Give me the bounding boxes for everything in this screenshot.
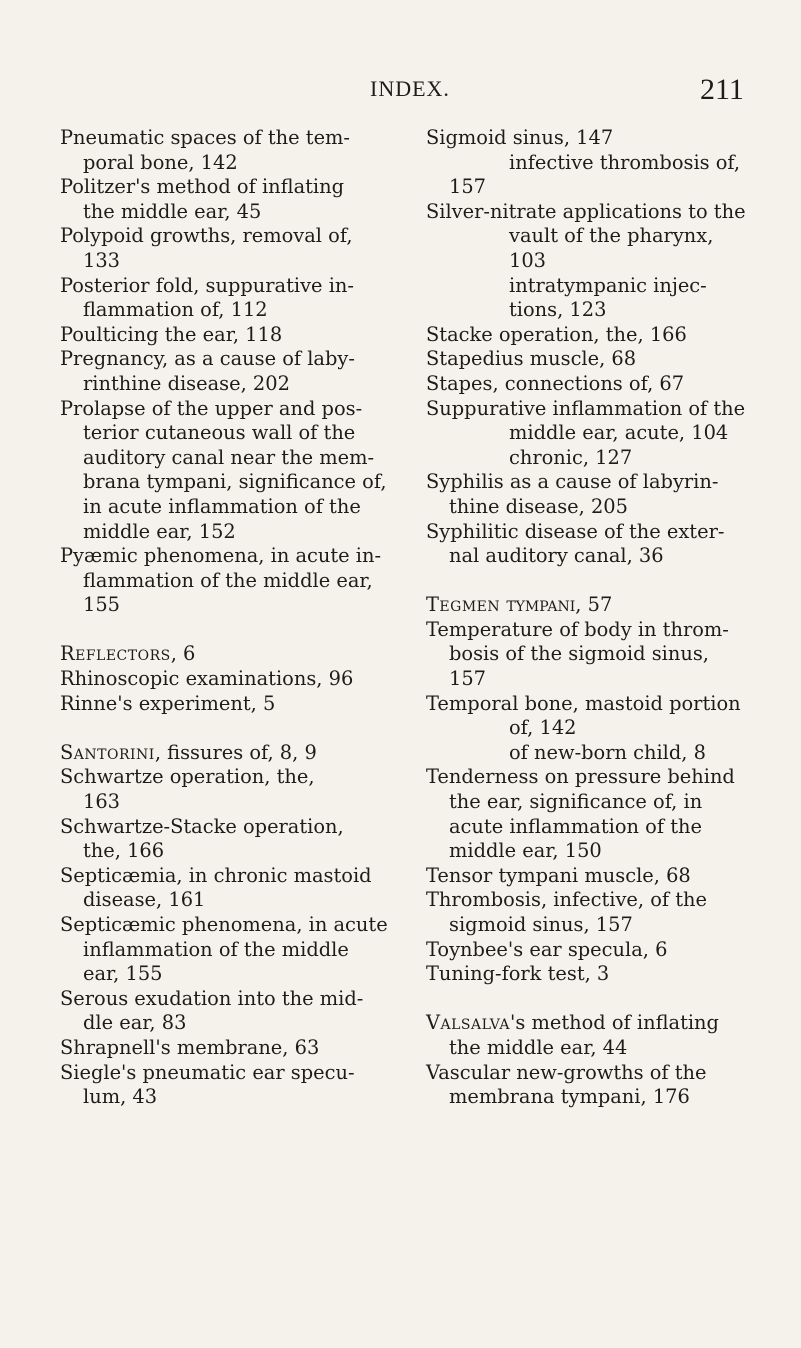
entry-line: the middle ear, 45: [83, 199, 262, 223]
entry-line: nal auditory canal, 36: [449, 544, 664, 568]
entry-line: flammation of, 112: [83, 298, 268, 322]
entry-line: poral bone, 142: [83, 150, 238, 174]
entry-line: the ear, significance of, in: [449, 790, 703, 814]
entry-headword: Santorini: [60, 740, 155, 764]
index-entry: [60, 642, 400, 667]
entry-line: acute inflammation of the: [449, 814, 702, 838]
index-entry: [60, 397, 400, 545]
index-entry: [426, 864, 758, 889]
entry-line: Shrapnell's membrane, 63: [60, 1035, 320, 1059]
entry-line: auditory canal near the mem-: [83, 445, 375, 469]
entry-line: 157: [449, 175, 487, 199]
entry-line: terior cutaneous wall of the: [83, 421, 356, 445]
entry-subline: vault of the pharynx,: [509, 224, 714, 248]
entry-line: 155: [83, 593, 121, 617]
index-entry: [426, 962, 758, 987]
entry-line: Tensor tympani muscle, 68: [426, 863, 691, 887]
page-number: 211: [700, 73, 744, 106]
entry-line: middle ear, 152: [83, 519, 236, 543]
index-entry: [426, 470, 758, 519]
entry-subline: chronic, 127: [509, 445, 633, 469]
entry-line: Politzer's method of inflating: [60, 175, 345, 199]
index-entry: [60, 347, 400, 396]
entry-line: Stapes, connections of, 67: [426, 371, 685, 395]
entry-subline: middle ear, acute, 104: [509, 421, 729, 445]
index-entry: [60, 224, 400, 273]
index-entry: [60, 913, 400, 987]
entry-line: Temperature of body in throm-: [426, 617, 729, 641]
entry-line: [426, 593, 758, 618]
index-entry: [426, 593, 758, 618]
entry-line: Schwartze-Stacke operation,: [60, 814, 344, 838]
entry-line: Tuning-fork test, 3: [426, 962, 610, 986]
entry-line: dle ear, 83: [83, 1011, 187, 1035]
entry-line: Rhinoscopic examinations, 96: [60, 667, 354, 691]
index-entry: [60, 1061, 400, 1110]
entry-line: lum, 43: [83, 1085, 158, 1109]
entry-line: Poulticing the ear, 118: [60, 322, 283, 346]
entry-line: Stacke operation, the, 166: [426, 322, 687, 346]
index-entry: [426, 397, 758, 471]
entry-line: 157: [449, 667, 487, 691]
running-head: INDEX.: [370, 76, 450, 101]
entry-line: Syphilis as a cause of labyrin-: [426, 470, 719, 494]
entry-line: Suppurative inflammation of the: [426, 396, 746, 420]
entry-line: Pyæmic phenomena, in acute in-: [60, 544, 382, 568]
index-entry: [60, 274, 400, 323]
entry-line: Thrombosis, infective, of the: [426, 888, 707, 912]
index-entry: [426, 372, 758, 397]
index-entry: [60, 765, 400, 814]
entry-line: brana tympani, significance of,: [83, 470, 387, 494]
entry-line: Pregnancy, as a cause of laby-: [60, 347, 355, 371]
index-entry: [426, 1011, 758, 1060]
entry-line: Temporal bone, mastoid portion: [426, 691, 741, 715]
entry-line: Siegle's pneumatic ear specu-: [60, 1060, 355, 1084]
index-entry: [60, 692, 400, 717]
entry-line: 163: [83, 790, 121, 814]
entry-line: Toynbee's ear specula, 6: [426, 937, 668, 961]
entry-line: Prolapse of the upper and pos-: [60, 396, 363, 420]
entry-line: bosis of the sigmoid sinus,: [449, 642, 709, 666]
entry-line: Syphilitic disease of the exter-: [426, 519, 725, 543]
right-column: [426, 126, 758, 1110]
entry-line: [426, 1011, 758, 1036]
entry-line: the, 166: [83, 839, 165, 863]
entry-line: 133: [83, 248, 121, 272]
entry-line: the middle ear, 44: [449, 1035, 628, 1059]
index-entry: [60, 126, 400, 175]
page-header: [0, 73, 801, 116]
entry-line: inflammation of the middle: [83, 937, 349, 961]
index-entry: [426, 1061, 758, 1110]
index-entry: [426, 347, 758, 372]
entry-line: Posterior fold, suppurative in-: [60, 273, 354, 297]
entry-subline: intratympanic injec-: [509, 273, 707, 297]
entry-headword: Reflectors: [60, 642, 171, 666]
entry-line: Schwartze operation, the,: [60, 765, 315, 789]
entry-line: Sigmoid sinus, 147: [426, 126, 614, 149]
entry-line: Septicæmia, in chronic mastoid: [60, 863, 372, 887]
entry-line: Serous exudation into the mid-: [60, 986, 364, 1010]
index-entry: [60, 987, 400, 1036]
entry-line: Septicæmic phenomena, in acute: [60, 913, 388, 936]
left-column: [60, 126, 400, 1110]
entry-subline: of new-born child, 8: [509, 740, 706, 764]
entry-line: in acute inflammation of the: [83, 494, 361, 518]
entry-line: Rinne's experiment, 5: [60, 691, 276, 715]
index-entry: [426, 323, 758, 348]
entry-subline: infective thrombosis of,: [509, 150, 741, 174]
index-entry: [426, 692, 758, 766]
index-entry: [60, 175, 400, 224]
entry-line: middle ear, 150: [449, 839, 602, 863]
index-entry: [60, 1036, 400, 1061]
entry-line: membrana tympani, 176: [449, 1085, 690, 1109]
index-entry: [60, 544, 400, 618]
entry-rest: , fissures of, 8, 9: [154, 740, 317, 764]
index-entry: [426, 888, 758, 937]
entry-rest: , 57: [575, 593, 613, 617]
entry-line: rinthine disease, 202: [83, 371, 290, 395]
entry-subline: 103: [509, 248, 547, 272]
entry-line: [60, 741, 400, 766]
entry-line: Polypoid growths, removal of,: [60, 224, 353, 248]
entry-line: Pneumatic spaces of the tem-: [60, 126, 350, 149]
entry-subline: of, 142: [509, 716, 577, 740]
entry-line: thine disease, 205: [449, 494, 628, 518]
entry-line: ear, 155: [83, 962, 163, 986]
entry-line: Stapedius muscle, 68: [426, 347, 637, 371]
entry-headword: Valsalva: [426, 1011, 511, 1035]
entry-line: Tenderness on pressure behind: [426, 765, 735, 789]
entry-headword: Tegmen: [426, 593, 501, 617]
entry-line: sigmoid sinus, 157: [449, 913, 633, 936]
index-entry: [60, 741, 400, 766]
index-entry: [426, 200, 758, 323]
entry-subline: tions, 123: [509, 298, 607, 322]
entry-line: flammation of the middle ear,: [83, 568, 373, 592]
entry-line: [60, 642, 400, 667]
index-entry: [426, 126, 758, 200]
index-entry: [426, 618, 758, 692]
index-entry: [426, 938, 758, 963]
entry-line: disease, 161: [83, 888, 206, 912]
index-entry: [60, 323, 400, 348]
entry-rest: , 6: [170, 642, 196, 666]
entry-rest: 's method of inflating: [510, 1011, 719, 1035]
index-entry: [60, 667, 400, 692]
index-entry: [60, 864, 400, 913]
entry-headword: tympani: [506, 593, 576, 617]
index-entry: [426, 520, 758, 569]
entry-line: Vascular new-growths of the: [426, 1060, 707, 1084]
index-entry: [426, 765, 758, 863]
index-entry: [60, 815, 400, 864]
entry-line: Silver-nitrate applications to the: [426, 199, 746, 223]
